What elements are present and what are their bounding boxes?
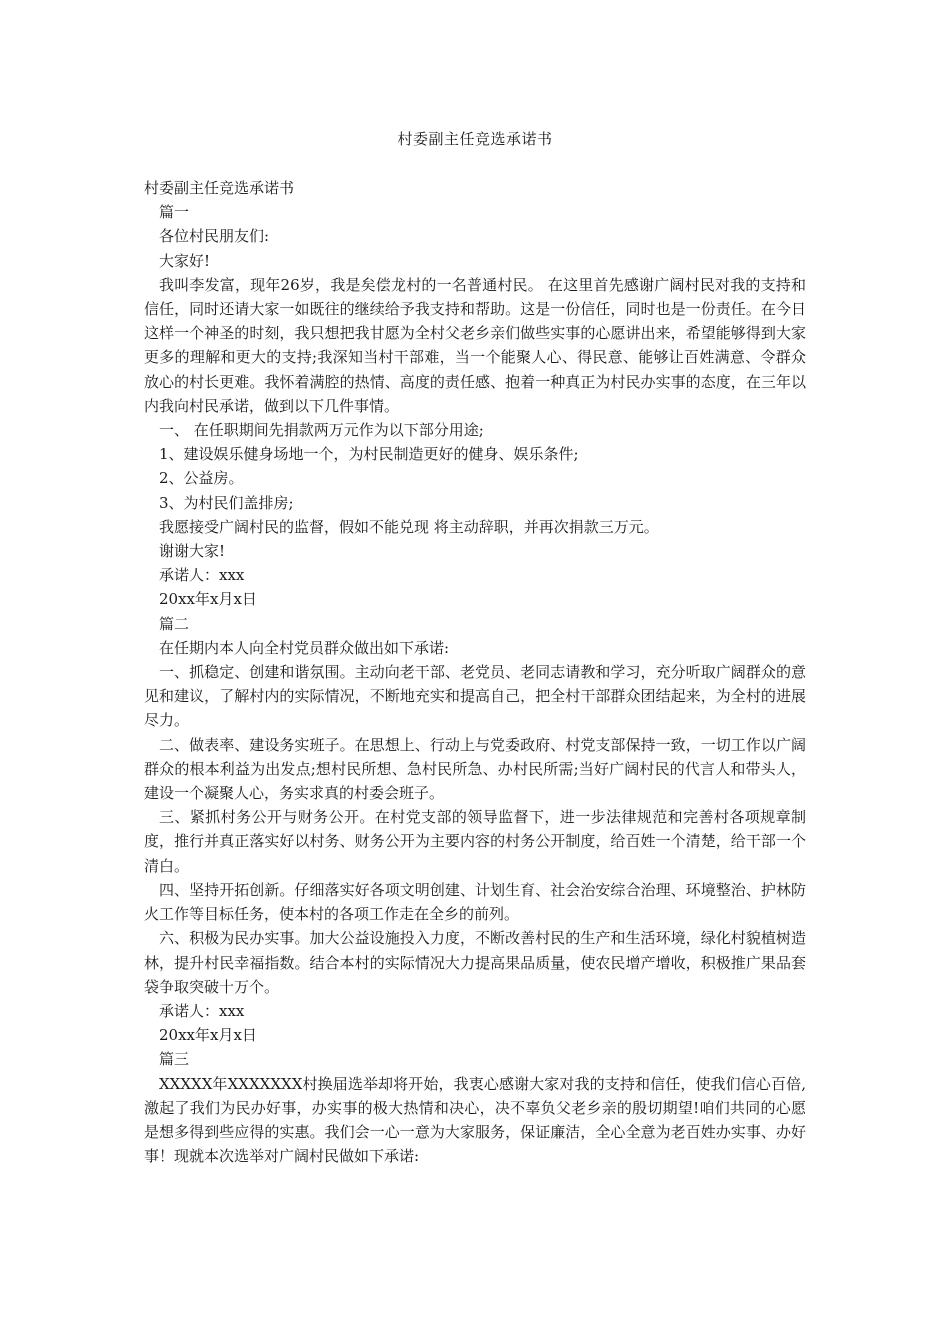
paragraph: 二、做表率、建设务实班子。在思想上、行动上与党委政府、村党支部保持一致，一切工作以广阔群众的根本利益为出发点;想村民所想、急村民所急、办村民所需;当好广阔村民的代言人和带头人，建设一个凝聚人心，务实求真的村委会班子。 xyxy=(144,735,806,803)
paragraph: 篇二 xyxy=(159,614,190,633)
document-title: 村委副主任竞选承诺书 xyxy=(397,130,553,148)
paragraph: 各位村民朋友们: xyxy=(159,227,270,246)
paragraph: 篇一 xyxy=(159,203,190,222)
paragraph: 在任期内本人向全村党员群众做出如下承诺: xyxy=(159,638,450,657)
paragraph: 2、公益房。 xyxy=(159,469,244,488)
paragraph: 六、积极为民办实事。加大公益设施投入力度，不断改善村民的生产和生活环境，绿化村貌植树造林，提升村民幸福指数。结合本村的实际情况大力提高果品质量，使农民增产增收，积极推广果品套袋争取突破十万个。 xyxy=(144,929,806,996)
paragraph: 我叫李发富，现年26岁，我是矣偿龙村的一名普通村民。 在这里首先感谢广阔村民对我的支持和信任，同时还请大家一如既往的继续给予我支持和帮助。这是一份信任，同时也是一份责任。在今日这样一个神圣的时刻，我只想把我甘愿为全村父老乡亲们做些实事的心愿讲出来，希望能够得到大家更多的理解和更大的支持;我深知当村干部难，当一个能聚人心、得民意、能够让百姓满意、令群众放心的村长更难。我怀着满腔的热情、高度的责任感、抱着一种真正为村民办实事的态度，在三年以内我向村民承诺，做到以下几件事情。 xyxy=(144,275,806,415)
paragraph: 3、为村民们盖排房; xyxy=(159,493,294,512)
paragraph: 承诺人：xxx xyxy=(159,566,245,585)
paragraph: 三、紧抓村务公开与财务公开。在村党支部的领导监督下，进一步法律规范和完善村各项规章制度，推行并真正落实好以村务、财务公开为主要内容的村务公开制度，给百姓一个清楚，给干部一个清白。 xyxy=(144,808,806,875)
paragraph: 四、坚持开拓创新。仔细落实好各项文明创建、计划生育、社会治安综合治理、环境整治、护林防火工作等目标任务，使本村的各项工作走在全乡的前列。 xyxy=(144,880,806,924)
paragraph: 1、建设娱乐健身场地一个，为村民制造更好的健身、娱乐条件; xyxy=(159,445,579,464)
paragraph: 20xx年x月x日 xyxy=(159,1026,257,1045)
paragraph: 20xx年x月x日 xyxy=(159,590,257,609)
paragraph: 一、抓稳定、创建和谐氛围。主动向老干部、老党员、老同志请教和学习，充分听取广阔群众的意见和建议，了解村内的实际情况，不断地充实和提高自己，把全村干部群众团结起来，为全村的进展尽力。 xyxy=(144,663,806,730)
paragraph: 篇三 xyxy=(159,1050,190,1069)
paragraph: 我愿接受广阔村民的监督，假如不能兑现 将主动辞职，并再次捐款三万元。 xyxy=(159,517,659,536)
paragraph: 谢谢大家! xyxy=(159,542,226,561)
paragraph: 承诺人：xxx xyxy=(159,1001,245,1020)
paragraph: 一、 在任职期间先捐款两万元作为以下部分用途; xyxy=(159,421,484,440)
paragraph: 村委副主任竞选承诺书 xyxy=(144,179,295,197)
document-body xyxy=(144,176,806,1168)
paragraph: 大家好! xyxy=(159,251,211,270)
paragraph: XXXXX年XXXXXXX村换届选举却将开始，我衷心感谢大家对我的支持和信任，使我们信心百倍,激起了我们为民办好事，办实事的极大热情和决心，决不辜负父老乡亲的殷切期望!咱们共同的心愿是想多得到些应得的实惠。我们会一心一意为大家服务，保证廉洁，全心全意为老百姓办实事、办好事！现就本次选举对广阔村民做如下承诺: xyxy=(144,1074,806,1166)
